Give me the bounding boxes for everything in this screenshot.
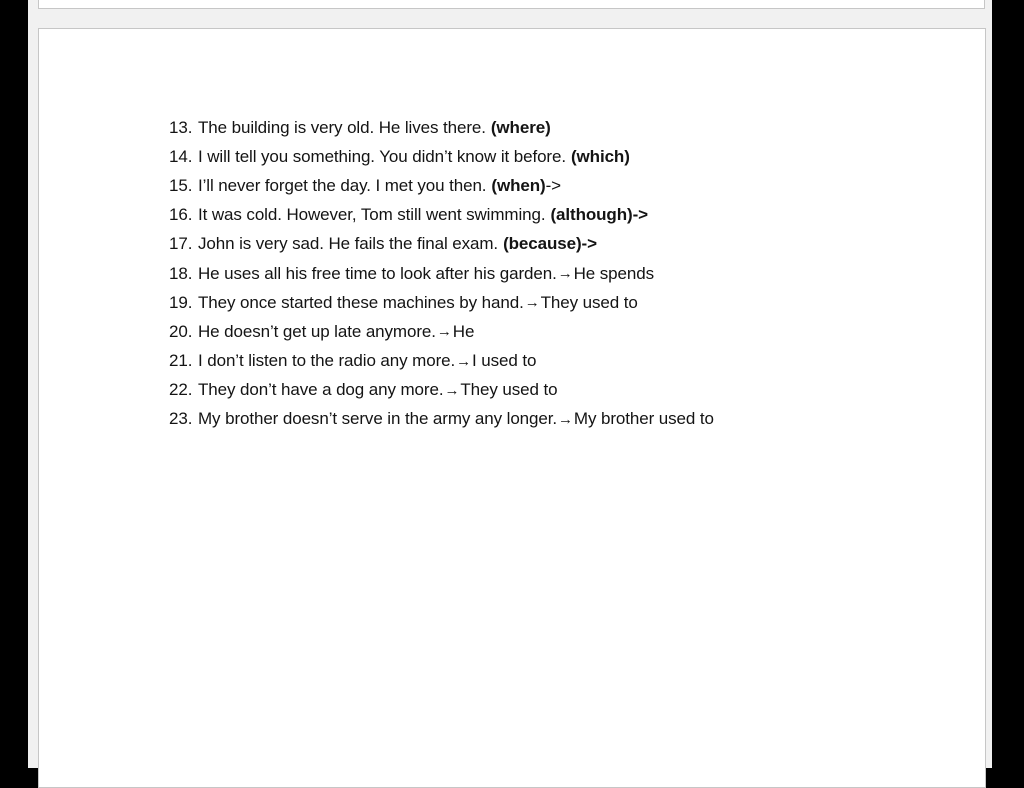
item-continuation: My brother used to	[573, 409, 714, 429]
item-sentence: They once started these machines by hand.	[198, 292, 524, 312]
item-number: 20.	[169, 321, 193, 341]
arrow-icon: →	[444, 381, 460, 399]
exercise-item	[169, 201, 714, 230]
item-hint: (although)->	[550, 205, 648, 225]
item-hint: (which)	[570, 146, 630, 166]
item-sentence: John is very sad. He fails the final exam.	[198, 234, 499, 254]
item-continuation: They used to	[460, 380, 558, 400]
arrow-icon: →	[524, 294, 540, 312]
item-number: 23.	[169, 409, 193, 429]
exercise-item	[169, 113, 714, 142]
item-sentence: It was cold. However, Tom still went swimming.	[198, 205, 546, 225]
item-sentence: My brother doesn’t serve in the army any longer.	[198, 409, 557, 429]
item-number: 13.	[169, 117, 193, 137]
arrow-icon: →	[456, 352, 472, 370]
item-continuation: He	[452, 321, 475, 341]
item-number: 14.	[169, 146, 193, 166]
exercise-item	[169, 259, 714, 288]
exercise-item	[169, 376, 714, 405]
previous-page	[38, 0, 985, 9]
exercise-item	[169, 405, 714, 434]
item-hint: (when)	[491, 175, 546, 195]
exercise-item	[169, 347, 714, 376]
item-sentence: He uses all his free time to look after his garden.	[198, 263, 557, 283]
item-number: 15.	[169, 175, 193, 195]
arrow-icon: →	[557, 265, 573, 283]
exercise-item	[169, 171, 714, 200]
arrow-icon: →	[558, 410, 573, 428]
item-number: 16.	[169, 205, 193, 225]
exercise-item	[169, 317, 714, 346]
item-continuation: They used to	[540, 292, 638, 312]
item-continuation: I used to	[472, 351, 537, 371]
item-hint-suffix: ->	[545, 175, 561, 195]
item-hint: (where)	[490, 117, 551, 137]
item-sentence: The building is very old. He lives there.	[198, 117, 486, 137]
exercise-item	[169, 230, 714, 259]
item-continuation: He spends	[573, 263, 654, 283]
exercise-list	[169, 113, 714, 434]
item-number: 18.	[169, 263, 193, 283]
item-sentence: I will tell you something. You didn’t know it before.	[198, 146, 566, 166]
document-page	[38, 28, 986, 788]
item-number: 17.	[169, 234, 193, 254]
item-sentence: They don’t have a dog any more.	[198, 380, 444, 400]
exercise-item	[169, 142, 714, 171]
exercise-item	[169, 288, 714, 317]
item-number: 22.	[169, 380, 193, 400]
arrow-icon: →	[436, 323, 452, 341]
item-hint: (because)->	[503, 234, 597, 254]
item-number: 19.	[169, 292, 193, 312]
item-sentence: I don’t listen to the radio any more.	[198, 351, 456, 371]
item-sentence: He doesn’t get up late anymore.	[198, 321, 436, 341]
item-number: 21.	[169, 351, 193, 371]
item-sentence: I’ll never forget the day. I met you then.	[198, 175, 487, 195]
